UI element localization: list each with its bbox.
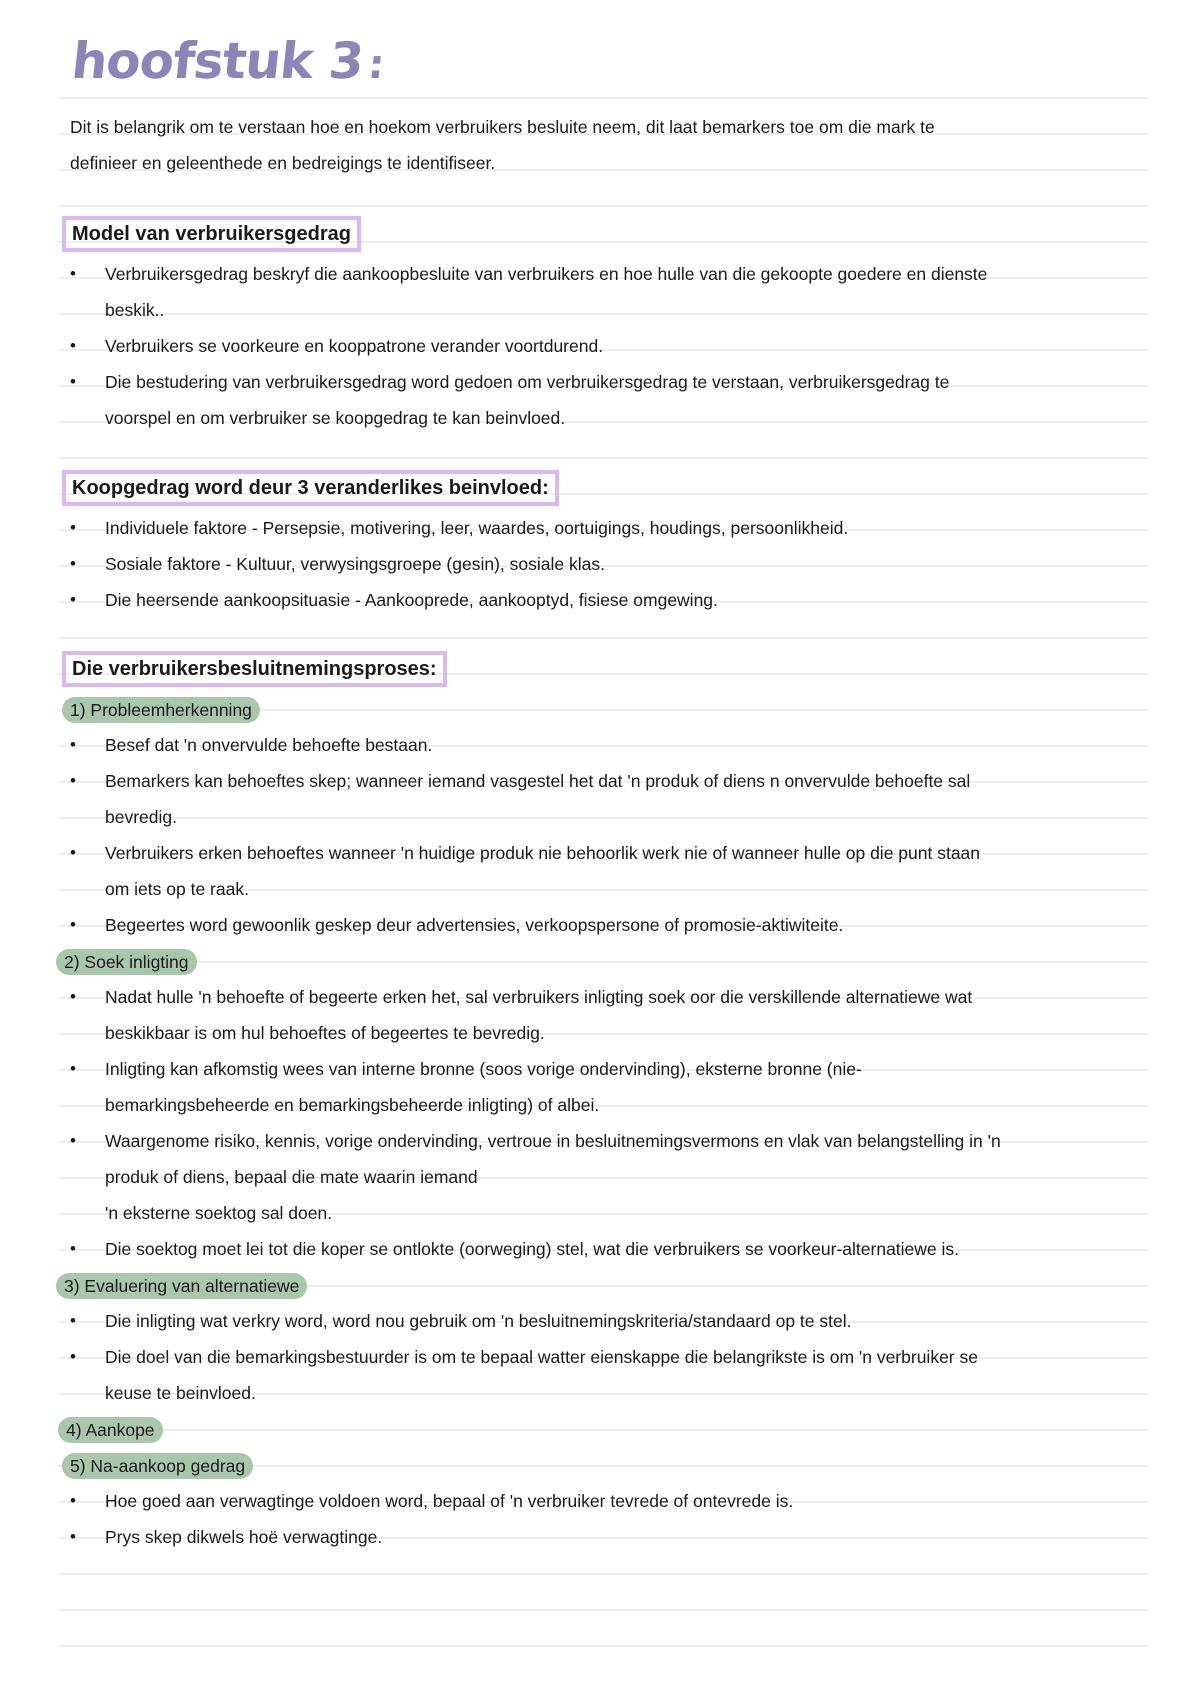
page-title bbox=[69, 32, 387, 90]
list-item-line: Hoe goed aan verwagtinge voldoen word, bepaal of 'n verbruiker tevrede of ontevrede is. bbox=[105, 1491, 794, 1511]
bullet-icon: • bbox=[70, 1347, 76, 1366]
step-label-2: 2) Soek inligting bbox=[56, 949, 197, 975]
list-item-line: om iets op te raak. bbox=[105, 879, 249, 899]
list-item-line: 'n eksterne soektog sal doen. bbox=[105, 1203, 333, 1223]
list-item-line: Die heersende aankoopsituasie - Aankooprede, aankooptyd, fisiese omgewing. bbox=[105, 590, 718, 610]
bullet-icon: • bbox=[70, 1311, 76, 1330]
title-colon: : bbox=[365, 42, 386, 88]
list-item-line: Verbruikers erken behoeftes wanneer 'n huidige produk nie behoorlik werk nie of wanneer hulle op die punt staan bbox=[105, 843, 981, 863]
bullet-icon: • bbox=[70, 735, 76, 754]
bullet-icon: • bbox=[70, 264, 76, 283]
list-item-line: voorspel en om verbruiker se koopgedrag te kan beinvloed. bbox=[105, 408, 566, 428]
list-item-line: Individuele faktore - Persepsie, motivering, leer, waardes, oortuigings, houdings, persoonlikheid. bbox=[105, 518, 849, 538]
list-item-line: Waargenome risiko, kennis, vorige ondervinding, vertroue in besluitnemingsvermons en vlak van belangstelling in 'n bbox=[105, 1131, 1001, 1151]
bullet-icon: • bbox=[70, 987, 76, 1006]
list-item-line: Die doel van die bemarkingsbestuurder is om te bepaal watter eienskappe die belangrikste is om 'n verbruiker se bbox=[105, 1347, 978, 1367]
list-item-line: Prys skep dikwels hoë verwagtinge. bbox=[105, 1527, 383, 1547]
bullet-icon: • bbox=[70, 518, 76, 537]
title-number: 3 bbox=[325, 32, 366, 90]
bullet-icon: • bbox=[70, 915, 76, 934]
step-label-5: 5) Na-aankoop gedrag bbox=[62, 1453, 253, 1479]
list-item-line: beskikbaar is om hul behoeftes of begeertes te bevredig. bbox=[105, 1023, 545, 1043]
bullet-icon: • bbox=[70, 554, 76, 573]
step-label-4: 4) Aankope bbox=[58, 1417, 163, 1443]
section-heading-koopgedrag: Koopgedrag word deur 3 veranderlikes beinvloed: bbox=[62, 470, 559, 506]
intro-line: Dit is belangrik om te verstaan hoe en hoekom verbruikers besluite neem, dit laat bemarkers toe om die mark te bbox=[70, 117, 935, 137]
bullet-icon: • bbox=[70, 336, 76, 355]
step-label-3: 3) Evaluering van alternatiewe bbox=[56, 1273, 307, 1299]
bullet-icon: • bbox=[70, 1491, 76, 1510]
list-item-line: Verbruikersgedrag beskryf die aankoopbesluite van verbruikers en hoe hulle van die gekoopte goedere en dienste bbox=[105, 264, 988, 284]
list-item-line: Inligting kan afkomstig wees van interne bronne (soos vorige ondervinding), eksterne bronne (nie- bbox=[105, 1059, 862, 1079]
list-item-line: Nadat hulle 'n behoefte of begeerte erken het, sal verbruikers inligting soek oor die verskillende alternatiewe wat bbox=[105, 987, 973, 1007]
list-item-line: Begeertes word gewoonlik geskep deur advertensies, verkoopspersone of promosie-aktiwiteite. bbox=[105, 915, 844, 935]
bullet-icon: • bbox=[70, 1527, 76, 1546]
list-item-line: Die bestudering van verbruikersgedrag word gedoen om verbruikersgedrag te verstaan, verbruikersgedrag te bbox=[105, 372, 950, 392]
bullet-icon: • bbox=[70, 372, 76, 391]
list-item-line: Verbruikers se voorkeure en kooppatrone verander voortdurend. bbox=[105, 336, 604, 356]
bullet-icon: • bbox=[70, 590, 76, 609]
bullet-icon: • bbox=[70, 771, 76, 790]
intro-line: definieer en geleenthede en bedreigings te identifiseer. bbox=[70, 153, 496, 173]
section-heading-model: Model van verbruikersgedrag bbox=[62, 216, 361, 252]
list-item-line: Sosiale faktore - Kultuur, verwysingsgroepe (gesin), sosiale klas. bbox=[105, 554, 605, 574]
list-item-line: Die inligting wat verkry word, word nou gebruik om 'n besluitnemingskriteria/standaard op te stel. bbox=[105, 1311, 852, 1331]
list-item-line: bemarkingsbeheerde en bemarkingsbeheerde inligting) of albei. bbox=[105, 1095, 600, 1115]
title-word: hoofstuk bbox=[68, 32, 316, 90]
bullet-icon: • bbox=[70, 843, 76, 862]
list-item-line: Besef dat 'n onvervulde behoefte bestaan. bbox=[105, 735, 433, 755]
list-item-line: Die soektog moet lei tot die koper se ontlokte (oorweging) stel, wat die verbruikers se voorkeur-alternatiewe is. bbox=[105, 1239, 960, 1259]
bullet-icon: • bbox=[70, 1239, 76, 1258]
section-heading-proses: Die verbruikersbesluitnemingsproses: bbox=[62, 651, 447, 687]
list-item-line: produk of diens, bepaal die mate waarin iemand bbox=[105, 1167, 478, 1187]
bullet-icon: • bbox=[70, 1059, 76, 1078]
list-item-line: bevredig. bbox=[105, 807, 177, 827]
list-item-line: keuse te beinvloed. bbox=[105, 1383, 256, 1403]
list-item-line: Bemarkers kan behoeftes skep; wanneer iemand vasgestel het dat 'n produk of diens n onvervulde behoefte sal bbox=[105, 771, 971, 791]
list-item-line: beskik.. bbox=[105, 300, 165, 320]
bullet-icon: • bbox=[70, 1131, 76, 1150]
step-label-1: 1) Probleemherkenning bbox=[62, 697, 260, 723]
